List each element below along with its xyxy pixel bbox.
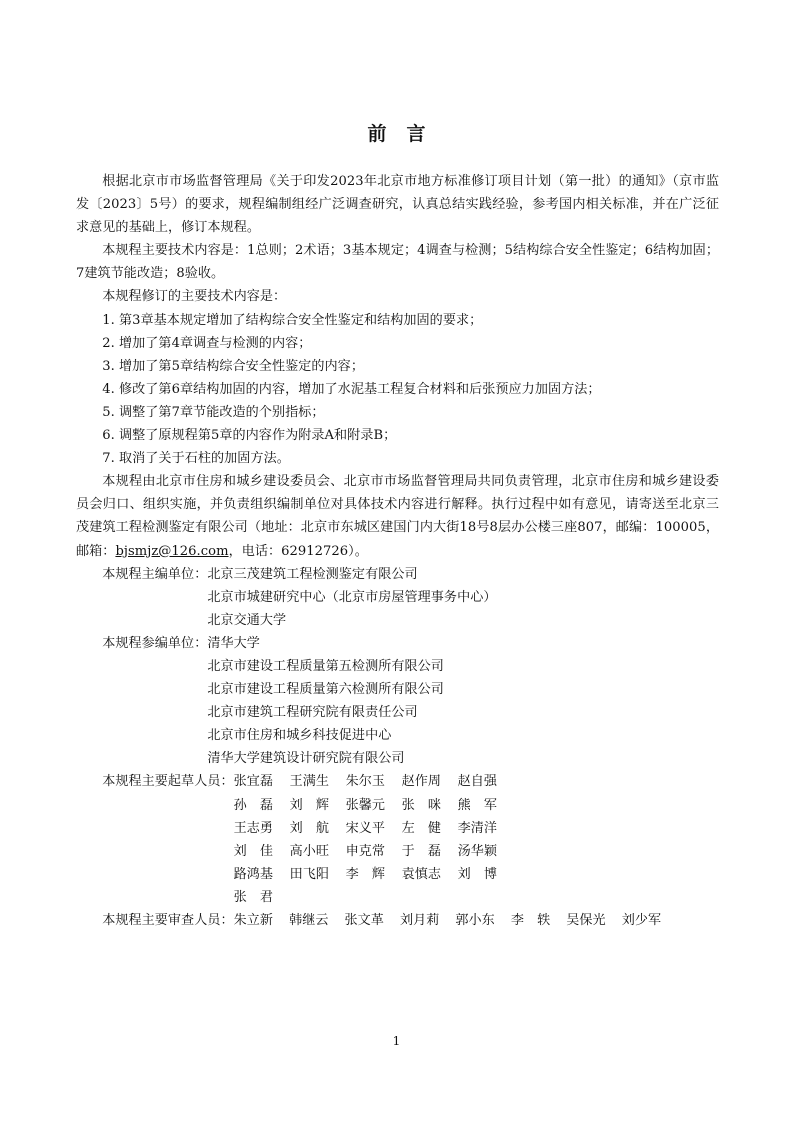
list-item: 北京市城建研究中心（北京市房屋管理事务中心） xyxy=(207,589,497,605)
person-name: 张文革 xyxy=(344,913,384,928)
person-name: 李清洋 xyxy=(457,820,498,836)
person-name: 孙 磊 xyxy=(233,797,274,813)
list-item: 2. 增加了第4章调查与检测的内容； xyxy=(102,335,312,351)
management-paragraph xyxy=(76,470,719,562)
list-item: 7. 取消了关于石柱的加固方法。 xyxy=(102,451,290,467)
person-name: 高小旺 xyxy=(289,843,330,859)
list-item: 清华大学 xyxy=(207,635,260,651)
participating-units-label: 本规程参编单位： xyxy=(102,635,208,651)
person-name: 刘 航 xyxy=(289,820,330,836)
person-name: 郭小东 xyxy=(455,913,495,928)
list-item: 北京市住房和城乡科技促进中心 xyxy=(207,728,392,744)
management-tail: ，电话：62912726）。 xyxy=(228,543,368,559)
title-char-1: 前 xyxy=(367,123,387,145)
person-name: 路鸿基 xyxy=(233,866,274,882)
person-name: 张 咪 xyxy=(401,797,442,813)
person-name: 刘少军 xyxy=(621,913,662,928)
person-name: 张 君 xyxy=(233,889,274,905)
revision-list xyxy=(76,309,719,471)
reviewers-list xyxy=(234,909,678,932)
person-name: 王志勇 xyxy=(233,820,274,836)
management-text: 本规程由北京市住房和城乡建设委员会、北京市市场监督管理局共同负责管理，北京市住房和城乡建设委员会归口、组织实施，并负责组织编制单位对具体技术内容进行解释。执行过程中如有意见，请寄送至北京三茂建筑工程检测鉴定有限公司（地址：北京市东城区建国门内大街18号8层办公楼三座807，邮编：100005，邮箱： xyxy=(76,474,719,559)
reviewers-label: 本规程主要审查人员： xyxy=(102,913,234,928)
person-name: 张馨元 xyxy=(345,797,386,813)
person-name: 朱尔玉 xyxy=(345,774,386,790)
person-name: 汤华颖 xyxy=(457,843,498,859)
person-name: 朱立新 xyxy=(233,913,274,928)
drafters-grid xyxy=(234,770,514,909)
page-number: 1 xyxy=(392,1034,401,1048)
person-name: 刘月莉 xyxy=(399,913,440,928)
person-name: 宋义平 xyxy=(345,820,386,836)
reviewers-section xyxy=(76,909,719,932)
list-item: 北京交通大学 xyxy=(207,612,287,628)
person-name: 熊 军 xyxy=(457,797,498,813)
person-name: 申克常 xyxy=(345,843,386,859)
person-name: 韩继云 xyxy=(289,913,329,928)
person-name: 赵自强 xyxy=(457,774,498,790)
list-item: 1. 第3章基本规定增加了结构综合安全性鉴定和结构加固的要求； xyxy=(102,312,483,328)
person-name: 田飞阳 xyxy=(289,866,330,882)
chief-units-list xyxy=(207,563,496,632)
main-content-paragraph: 本规程主要技术内容是：1总则；2术语；3基本规定；4调查与检测；5结构综合安全性鉴定；6结构加固；7建筑节能改造；8验收。 xyxy=(76,243,719,282)
person-name: 刘 佳 xyxy=(233,843,274,859)
list-item: 清华大学建筑设计研究院有限公司 xyxy=(207,751,405,767)
participating-units-list xyxy=(207,632,444,771)
page-title xyxy=(0,122,793,146)
person-name: 王满生 xyxy=(289,774,330,790)
person-name: 刘 辉 xyxy=(289,797,330,813)
email-link[interactable]: bjsmjz@126.com xyxy=(115,543,229,559)
list-item: 北京市建筑工程研究院有限责任公司 xyxy=(207,705,418,721)
person-name: 左 健 xyxy=(401,820,442,836)
list-item: 4. 修改了第6章结构加固的内容，增加了水泥基工程复合材料和后张预应力加固方法； xyxy=(102,381,601,397)
participating-units-section xyxy=(76,632,719,771)
list-item: 北京市建设工程质量第五检测所有限公司 xyxy=(207,658,444,674)
person-name: 吴保光 xyxy=(566,913,606,928)
body-text xyxy=(76,170,719,932)
list-item: 3. 增加了第5章结构综合安全性鉴定的内容； xyxy=(102,358,364,374)
person-name: 李 轶 xyxy=(510,913,551,928)
list-item: 北京市建设工程质量第六检测所有限公司 xyxy=(207,682,444,698)
person-name: 于 磊 xyxy=(401,843,442,859)
list-item: 北京三茂建筑工程检测鉴定有限公司 xyxy=(207,566,418,582)
chief-units-section xyxy=(76,563,719,632)
person-name: 赵作周 xyxy=(401,774,442,790)
drafters-label: 本规程主要起草人员： xyxy=(102,774,234,790)
drafters-section xyxy=(76,770,719,909)
revision-intro-paragraph: 本规程修订的主要技术内容是： xyxy=(102,289,287,305)
person-name: 李 辉 xyxy=(345,866,386,882)
person-name: 张宜磊 xyxy=(233,774,274,790)
title-char-2: 言 xyxy=(406,123,426,145)
chief-units-label: 本规程主编单位： xyxy=(102,566,208,582)
intro-paragraph: 根据北京市市场监督管理局《关于印发2023年北京市地方标准修订项目计划（第一批）的通知》（京市监发〔2023〕5号）的要求，规程编制组经广泛调查研究，认真总结实践经验，参考国内相关标准，并在广泛征求意见的基础上，修订本规程。 xyxy=(76,174,719,236)
person-name: 刘 博 xyxy=(457,866,498,882)
list-item: 5. 调整了第7章节能改造的个别指标； xyxy=(102,404,325,420)
person-name: 袁慎志 xyxy=(401,866,442,882)
list-item: 6. 调整了原规程第5章的内容作为附录A和附录B； xyxy=(102,428,397,444)
